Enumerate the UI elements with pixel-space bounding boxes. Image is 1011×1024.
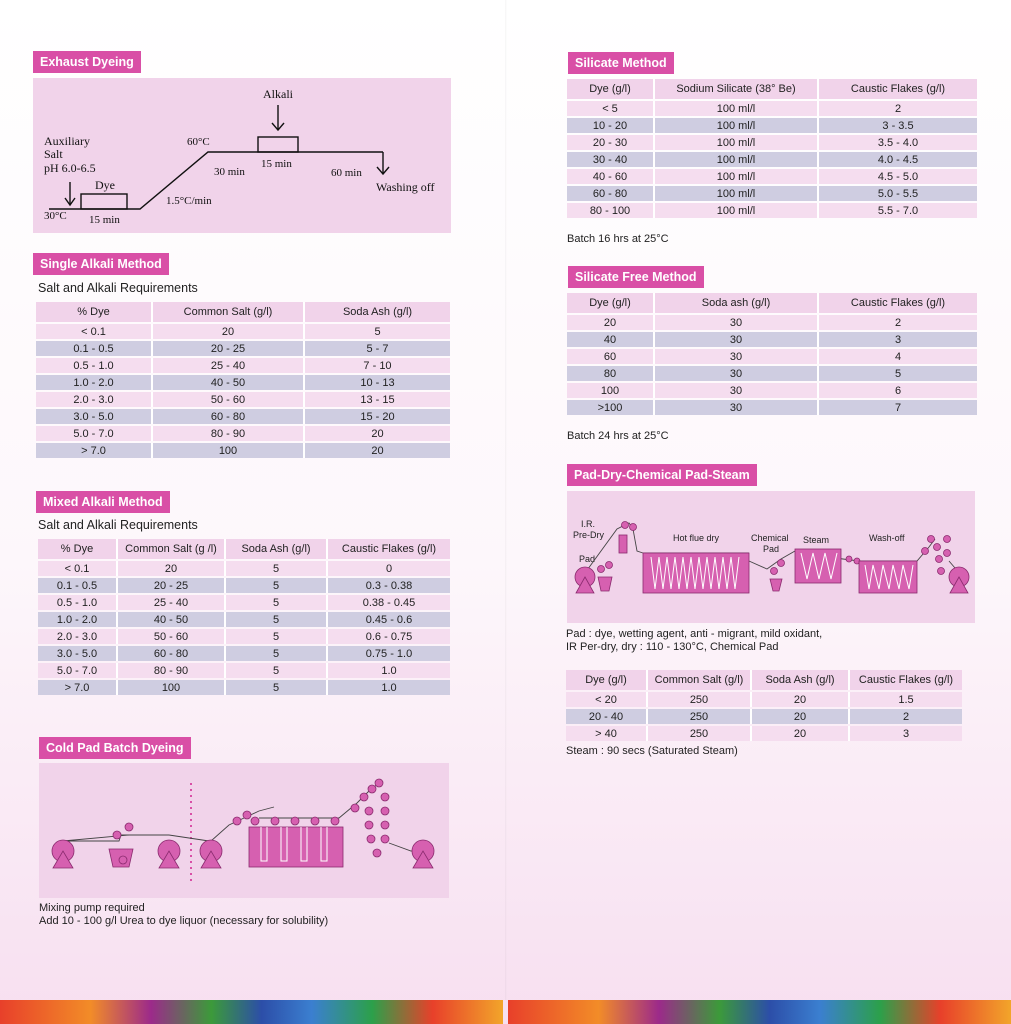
chemical-label-1: Chemical bbox=[751, 533, 789, 543]
table-cell: 0.3 - 0.38 bbox=[328, 578, 450, 593]
table-cell: 80 - 100 bbox=[567, 203, 655, 218]
ph-label: pH 6.0-6.5 bbox=[44, 161, 96, 175]
mixed-alkali-title: Mixed Alkali Method bbox=[36, 491, 170, 513]
table-cell: 30 bbox=[655, 366, 819, 381]
col-header: Dye (g/l) bbox=[567, 293, 655, 313]
pad-label: Pad bbox=[579, 554, 596, 564]
cold-pad-note-1: Mixing pump required bbox=[39, 902, 145, 914]
table-row bbox=[567, 349, 977, 364]
table-cell: 3 bbox=[819, 332, 977, 347]
table-row bbox=[38, 595, 450, 610]
table-cell: 4.0 - 4.5 bbox=[819, 152, 977, 167]
col-header: Soda Ash (g/l) bbox=[226, 539, 328, 559]
table-row bbox=[38, 561, 450, 576]
table-cell: 50 - 60 bbox=[153, 392, 305, 407]
table-cell: 30 bbox=[655, 332, 819, 347]
alkali-label: Alkali bbox=[263, 87, 293, 101]
table-cell: 5 bbox=[226, 646, 328, 661]
table-cell: 15 - 20 bbox=[305, 409, 450, 424]
bottom-color-band-right bbox=[508, 1000, 1011, 1024]
table-cell: 0.75 - 1.0 bbox=[328, 646, 450, 661]
table-cell: 25 - 40 bbox=[118, 595, 226, 610]
table-cell: 5.0 - 7.0 bbox=[36, 426, 153, 441]
table-cell: 100 ml/l bbox=[655, 152, 819, 167]
table-cell: 100 ml/l bbox=[655, 101, 819, 116]
table-cell: 5 bbox=[226, 680, 328, 695]
col-header: Soda ash (g/l) bbox=[655, 293, 819, 313]
table-row bbox=[36, 443, 450, 458]
mixed-alkali-table bbox=[38, 537, 450, 697]
table-cell: 3 - 3.5 bbox=[819, 118, 977, 133]
table-cell: 2 bbox=[819, 315, 977, 330]
pad-steam-diagram bbox=[567, 491, 975, 623]
table-cell: 40 - 50 bbox=[153, 375, 305, 390]
col-header: % Dye bbox=[36, 302, 153, 322]
hot-flue-label: Hot flue dry bbox=[673, 533, 720, 543]
table-cell: 2 bbox=[819, 101, 977, 116]
table-cell: 20 bbox=[153, 324, 305, 339]
col-header: Caustic Flakes (g/l) bbox=[328, 539, 450, 559]
table-cell: 100 bbox=[153, 443, 305, 458]
table-cell: 20 bbox=[567, 315, 655, 330]
col-header: Dye (g/l) bbox=[567, 79, 655, 99]
table-cell: 30 bbox=[655, 349, 819, 364]
table-cell: 0.1 - 0.5 bbox=[36, 341, 153, 356]
pad-steam-title: Pad-Dry-Chemical Pad-Steam bbox=[567, 464, 757, 486]
table-cell: 10 - 13 bbox=[305, 375, 450, 390]
table-cell: 60 - 80 bbox=[567, 186, 655, 201]
table-cell: 1.0 - 2.0 bbox=[38, 612, 118, 627]
col-header: Caustic Flakes (g/l) bbox=[819, 79, 977, 99]
table-cell: 0.38 - 0.45 bbox=[328, 595, 450, 610]
silicate-table bbox=[567, 77, 977, 220]
table-row bbox=[38, 612, 450, 627]
pad-steam-note-2: IR Per-dry, dry : 110 - 130°C, Chemical Pad bbox=[566, 641, 779, 653]
table-row bbox=[567, 118, 977, 133]
table-row bbox=[567, 400, 977, 415]
table-cell: 5 bbox=[226, 561, 328, 576]
washing-label: Washing off bbox=[376, 180, 435, 194]
table-cell: 7 bbox=[819, 400, 977, 415]
table-cell: 100 ml/l bbox=[655, 203, 819, 218]
table-row bbox=[567, 383, 977, 398]
silicate-free-table bbox=[567, 291, 977, 417]
table-row bbox=[36, 392, 450, 407]
table-cell: >100 bbox=[567, 400, 655, 415]
table-cell: 2 bbox=[850, 709, 962, 724]
table-row bbox=[36, 341, 450, 356]
table-cell: 0.1 - 0.5 bbox=[38, 578, 118, 593]
table-cell: 100 ml/l bbox=[655, 118, 819, 133]
col-header: Dye (g/l) bbox=[566, 670, 648, 690]
table-cell: 40 - 50 bbox=[118, 612, 226, 627]
table-cell: 0.5 - 1.0 bbox=[36, 358, 153, 373]
table-cell: 250 bbox=[648, 726, 752, 741]
table-cell: 1.0 bbox=[328, 680, 450, 695]
table-cell: > 7.0 bbox=[36, 443, 153, 458]
col-header: Soda Ash (g/l) bbox=[305, 302, 450, 322]
table-cell: 5.0 - 5.5 bbox=[819, 186, 977, 201]
exhaust-dyeing-diagram bbox=[33, 78, 451, 233]
table-cell: 5 bbox=[226, 612, 328, 627]
table-cell: 20 bbox=[752, 709, 850, 724]
table-cell: 5 bbox=[226, 578, 328, 593]
table-cell: 3 bbox=[850, 726, 962, 741]
auxiliary-label: Auxiliary bbox=[44, 134, 90, 148]
bottom-color-band-left bbox=[0, 1000, 503, 1024]
table-cell: 0.6 - 0.75 bbox=[328, 629, 450, 644]
hold1-label: 30 min bbox=[214, 166, 245, 178]
table-cell: 5.5 - 7.0 bbox=[819, 203, 977, 218]
mixed-alkali-subtitle: Salt and Alkali Requirements bbox=[38, 518, 198, 532]
table-cell: 4.5 - 5.0 bbox=[819, 169, 977, 184]
hold2-label: 60 min bbox=[331, 167, 362, 179]
table-row bbox=[36, 426, 450, 441]
table-cell: 13 - 15 bbox=[305, 392, 450, 407]
cold-pad-note-2: Add 10 - 100 g/l Urea to dye liquor (necessary for solubility) bbox=[39, 915, 329, 927]
table-row bbox=[566, 692, 962, 707]
table-row bbox=[567, 135, 977, 150]
table-cell: 40 - 60 bbox=[567, 169, 655, 184]
col-header: Sodium Silicate (38° Be) bbox=[655, 79, 819, 99]
table-cell: < 0.1 bbox=[38, 561, 118, 576]
table-cell: 7 - 10 bbox=[305, 358, 450, 373]
table-cell: 100 ml/l bbox=[655, 186, 819, 201]
silicate-method-title: Silicate Method bbox=[568, 52, 674, 74]
table-cell: 60 - 80 bbox=[118, 646, 226, 661]
steam-note: Steam : 90 secs (Saturated Steam) bbox=[566, 745, 738, 757]
table-row bbox=[38, 663, 450, 678]
table-cell: 30 bbox=[655, 400, 819, 415]
table-row bbox=[38, 578, 450, 593]
top-temp-label: 60°C bbox=[187, 136, 210, 148]
table-row bbox=[36, 409, 450, 424]
table-cell: 100 ml/l bbox=[655, 169, 819, 184]
exhaust-dyeing-title: Exhaust Dyeing bbox=[33, 51, 141, 73]
table-cell: 25 - 40 bbox=[153, 358, 305, 373]
table-cell: 100 bbox=[567, 383, 655, 398]
silicate-batch-note: Batch 16 hrs at 25°C bbox=[567, 233, 669, 245]
single-alkali-table bbox=[36, 300, 450, 460]
table-cell: 0.5 - 1.0 bbox=[38, 595, 118, 610]
dye-time-label: 15 min bbox=[89, 214, 120, 226]
table-cell: < 20 bbox=[566, 692, 648, 707]
table-cell: 20 bbox=[305, 426, 450, 441]
table-row bbox=[567, 152, 977, 167]
chemical-label-2: Pad bbox=[763, 544, 780, 554]
single-alkali-title: Single Alkali Method bbox=[33, 253, 169, 275]
alkali-time-label: 15 min bbox=[261, 158, 292, 170]
table-cell: 20 bbox=[752, 726, 850, 741]
table-cell: 5 bbox=[819, 366, 977, 381]
table-cell: 1.0 bbox=[328, 663, 450, 678]
start-temp-label: 30°C bbox=[44, 210, 67, 222]
table-row bbox=[38, 629, 450, 644]
table-cell: 5 bbox=[305, 324, 450, 339]
silicate-free-batch-note: Batch 24 hrs at 25°C bbox=[567, 430, 669, 442]
table-cell: 3.0 - 5.0 bbox=[38, 646, 118, 661]
table-cell: 1.0 - 2.0 bbox=[36, 375, 153, 390]
table-row bbox=[567, 169, 977, 184]
table-cell: 20 bbox=[305, 443, 450, 458]
table-cell: 0 bbox=[328, 561, 450, 576]
col-header: Caustic Flakes (g/l) bbox=[850, 670, 962, 690]
single-alkali-subtitle: Salt and Alkali Requirements bbox=[38, 281, 198, 295]
col-header: % Dye bbox=[38, 539, 118, 559]
table-cell: 20 - 30 bbox=[567, 135, 655, 150]
table-cell: 3.5 - 4.0 bbox=[819, 135, 977, 150]
salt-label: Salt bbox=[44, 147, 63, 161]
dye-label: Dye bbox=[95, 178, 115, 192]
table-cell: 20 bbox=[752, 692, 850, 707]
table-cell: 6 bbox=[819, 383, 977, 398]
table-cell: 250 bbox=[648, 692, 752, 707]
table-cell: 40 bbox=[567, 332, 655, 347]
table-row bbox=[36, 324, 450, 339]
table-row bbox=[567, 366, 977, 381]
page-fold bbox=[505, 0, 507, 1000]
table-cell: 2.0 - 3.0 bbox=[38, 629, 118, 644]
table-cell: 100 ml/l bbox=[655, 135, 819, 150]
table-row bbox=[36, 358, 450, 373]
table-cell: 80 bbox=[567, 366, 655, 381]
table-row bbox=[567, 186, 977, 201]
table-cell: 100 bbox=[118, 680, 226, 695]
table-cell: 20 bbox=[118, 561, 226, 576]
table-cell: 30 bbox=[655, 315, 819, 330]
table-cell: 0.45 - 0.6 bbox=[328, 612, 450, 627]
table-cell: 4 bbox=[819, 349, 977, 364]
table-cell: 30 bbox=[655, 383, 819, 398]
table-row bbox=[36, 375, 450, 390]
table-cell: 5.0 - 7.0 bbox=[38, 663, 118, 678]
table-row bbox=[38, 646, 450, 661]
table-cell: 5 bbox=[226, 663, 328, 678]
table-row bbox=[567, 203, 977, 218]
table-cell: < 0.1 bbox=[36, 324, 153, 339]
table-cell: 5 bbox=[226, 595, 328, 610]
table-cell: 20 - 25 bbox=[153, 341, 305, 356]
table-cell: 30 - 40 bbox=[567, 152, 655, 167]
table-cell: 60 bbox=[567, 349, 655, 364]
table-row bbox=[567, 101, 977, 116]
col-header: Common Salt (g/l) bbox=[153, 302, 305, 322]
table-cell: 5 - 7 bbox=[305, 341, 450, 356]
table-row bbox=[567, 332, 977, 347]
col-header: Common Salt (g /l) bbox=[118, 539, 226, 559]
table-cell: 5 bbox=[226, 629, 328, 644]
table-cell: 250 bbox=[648, 709, 752, 724]
table-cell: 60 - 80 bbox=[153, 409, 305, 424]
cold-pad-diagram bbox=[39, 763, 449, 898]
rate-label: 1.5°C/min bbox=[166, 195, 212, 207]
col-header: Caustic Flakes (g/l) bbox=[819, 293, 977, 313]
col-header: Soda Ash (g/l) bbox=[752, 670, 850, 690]
pad-steam-table bbox=[566, 668, 962, 743]
table-cell: 80 - 90 bbox=[153, 426, 305, 441]
table-row bbox=[566, 726, 962, 741]
silicate-free-title: Silicate Free Method bbox=[568, 266, 704, 288]
ir-label-1: I.R. bbox=[581, 519, 596, 529]
table-row bbox=[567, 315, 977, 330]
table-row bbox=[566, 709, 962, 724]
table-cell: < 5 bbox=[567, 101, 655, 116]
steam-label: Steam bbox=[803, 535, 830, 545]
table-cell: 10 - 20 bbox=[567, 118, 655, 133]
table-cell: 1.5 bbox=[850, 692, 962, 707]
ir-label-2: Pre-Dry bbox=[573, 530, 604, 540]
col-header: Common Salt (g/l) bbox=[648, 670, 752, 690]
table-cell: 3.0 - 5.0 bbox=[36, 409, 153, 424]
table-cell: 20 - 25 bbox=[118, 578, 226, 593]
table-cell: > 40 bbox=[566, 726, 648, 741]
table-cell: 50 - 60 bbox=[118, 629, 226, 644]
pad-steam-note-1: Pad : dye, wetting agent, anti - migrant, mild oxidant, bbox=[566, 628, 823, 640]
table-cell: 20 - 40 bbox=[566, 709, 648, 724]
table-cell: 80 - 90 bbox=[118, 663, 226, 678]
table-row bbox=[38, 680, 450, 695]
table-cell: 2.0 - 3.0 bbox=[36, 392, 153, 407]
table-cell: > 7.0 bbox=[38, 680, 118, 695]
cold-pad-title: Cold Pad Batch Dyeing bbox=[39, 737, 191, 759]
wash-off-label: Wash-off bbox=[869, 533, 905, 543]
